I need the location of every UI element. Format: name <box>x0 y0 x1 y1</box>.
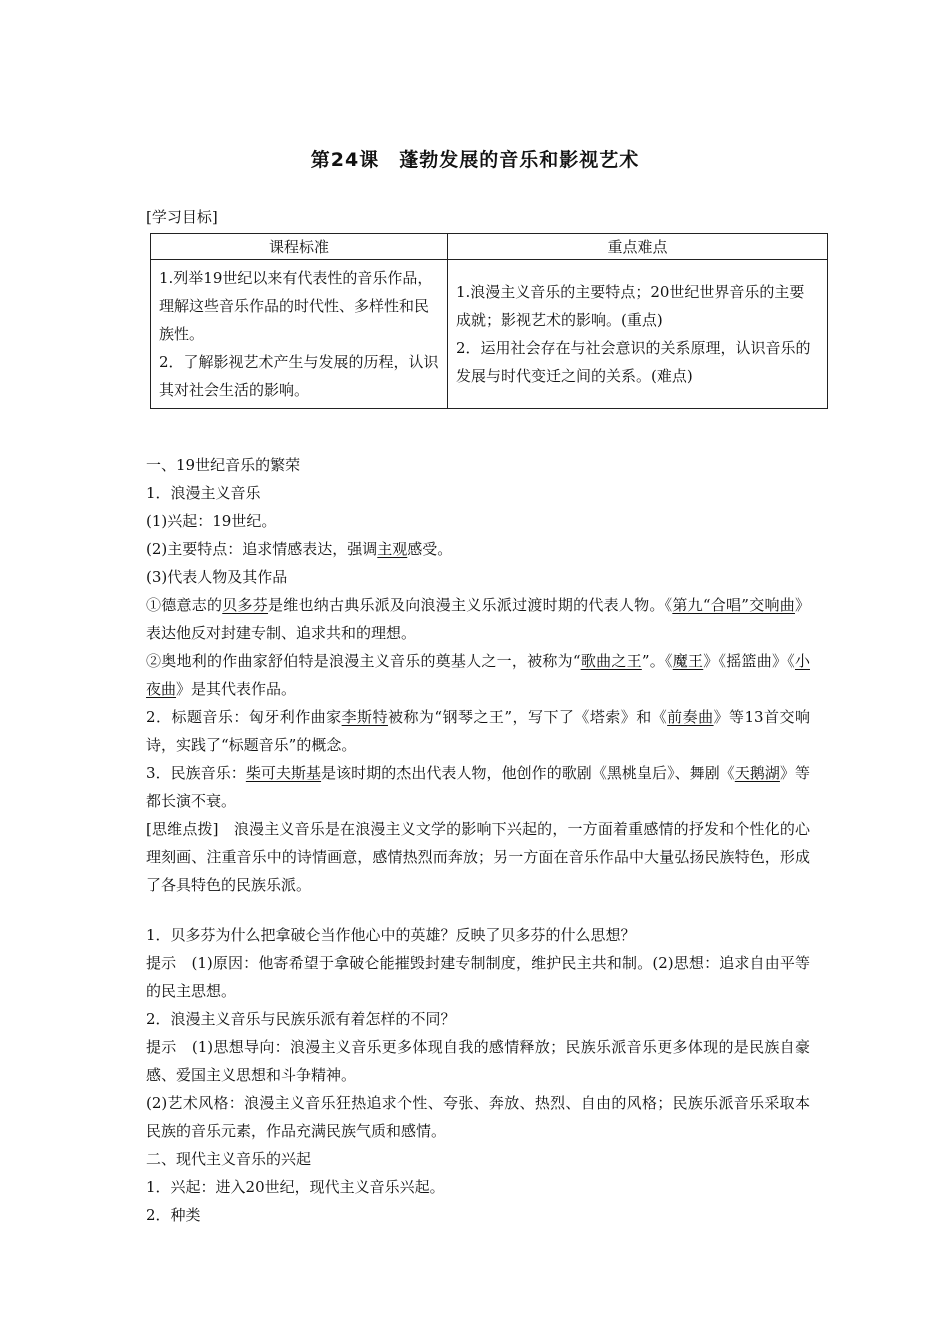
text-run: 3．民族音乐： <box>146 764 246 782</box>
text-run: 》《摇篮曲》《 <box>703 652 795 670</box>
paragraph: (3)代表人物及其作品 <box>146 568 288 586</box>
thinking-tip: [思维点拨] 浪漫主义音乐是在浪漫主义文学的影响下兴起的，一方面着重感情的抒发和个性化的心理刻画、注重音乐中的诗情画意，感情热烈而奔放；另一方面在音乐作品中大量弘扬民族特色，形成了各具特色的民族乐派。 <box>146 820 810 894</box>
table-row <box>151 260 828 409</box>
text-run: 感受。 <box>407 540 453 558</box>
section-1-heading: 一、19世纪音乐的繁荣 <box>146 456 301 474</box>
text-run: 是维也纳古典乐派及向浪漫主义乐派过渡时期的代表人物。《 <box>268 596 673 614</box>
underlined-answer: 魔王 <box>672 652 704 670</box>
body-text <box>146 451 810 1229</box>
text-run: ②奥地利的作曲家舒伯特是浪漫主义音乐的奠基人之一，被称为“ <box>146 652 581 670</box>
underlined-answer: 第九“合唱”交响曲 <box>672 596 795 614</box>
text-run: 》表达他反对封建专制、追求共和的理想。 <box>146 596 810 642</box>
paragraph <box>146 759 810 815</box>
underlined-answer: 李斯特 <box>341 708 388 726</box>
paragraph: 1．兴起：进入20世纪，现代主义音乐兴起。 <box>146 1178 445 1196</box>
text-run: 是该时期的杰出代表人物，他创作的歌剧《黑桃皇后》、舞剧《 <box>321 764 735 782</box>
answer-2-part-1: 提示 (1)思想导向：浪漫主义音乐更多体现自我的感情释放；民族乐派音乐更多体现的是民族自豪感、爱国主义思想和斗争精神。 <box>146 1038 810 1084</box>
question-1: 1．贝多芬为什么把拿破仑当作他心中的英雄？反映了贝多芬的什么思想？ <box>146 926 636 944</box>
underlined-answer: 贝多芬 <box>222 596 269 614</box>
table-header-row <box>151 234 828 260</box>
answer-1: 提示 (1)原因：他寄希望于拿破仑能摧毁封建专制制度，维护民主共和制。(2)思想：追求自由平等的民主思想。 <box>146 954 810 1000</box>
underlined-answer: 歌曲之王 <box>580 652 642 670</box>
text-run: 被称为“钢琴之王”，写下了《塔索》和《 <box>388 708 668 726</box>
underlined-answer: 柴可夫斯基 <box>245 764 322 782</box>
page-title: 第24课 蓬勃发展的音乐和影视艺术 <box>310 149 640 171</box>
paragraph: (1)兴起：19世纪。 <box>146 512 277 530</box>
header-curriculum-standard: 课程标准 <box>151 234 448 260</box>
goals-label: [学习目标] <box>146 208 218 226</box>
standard-item-1: 1.列举19世纪以来有代表性的音乐作品，理解这些音乐作品的时代性、多样性和民族性。 <box>159 269 433 343</box>
standards-cell <box>151 260 448 409</box>
text-run: 》等13首交响诗，实践了“标题音乐”的概念。 <box>146 708 810 754</box>
text-run: 》等都长演不衰。 <box>146 764 810 810</box>
standard-item-2: 2．了解影视艺术产生与发展的历程，认识其对社会生活的影响。 <box>159 353 439 399</box>
key-points-cell <box>448 260 828 409</box>
paragraph <box>146 591 810 647</box>
text-run: ”。《 <box>641 652 673 670</box>
spacer <box>146 899 810 921</box>
section-2-heading: 二、现代主义音乐的兴起 <box>146 1150 312 1168</box>
key-point-item-1: 1.浪漫主义音乐的主要特点；20世纪世界音乐的主要成就；影视艺术的影响。(重点) <box>456 283 805 329</box>
paragraph: 2．种类 <box>146 1206 201 1224</box>
key-point-item-2: 2．运用社会存在与社会意识的关系原理，认识音乐的发展与时代变迁之间的关系。(难点) <box>456 339 811 385</box>
text-run: 》是其代表作品。 <box>176 680 297 698</box>
paragraph <box>146 535 810 563</box>
text-run: ①德意志的 <box>146 596 223 614</box>
underlined-answer: 天鹅湖 <box>734 764 780 782</box>
question-2: 2．浪漫主义音乐与民族乐派有着怎样的不同？ <box>146 1010 456 1028</box>
underlined-answer: 前奏曲 <box>667 708 714 726</box>
paragraph <box>146 647 810 703</box>
text-run: 2．标题音乐：匈牙利作曲家 <box>146 708 342 726</box>
text-run: (2)主要特点：追求情感表达，强调 <box>146 540 378 558</box>
answer-2-part-2: (2)艺术风格：浪漫主义音乐狂热追求个性、夸张、奔放、热烈、自由的风格；民族乐派音乐采取本民族的音乐元素，作品充满民族气质和感情。 <box>146 1094 810 1140</box>
paragraph: 1．浪漫主义音乐 <box>146 484 261 502</box>
goals-table <box>150 233 828 409</box>
header-key-points: 重点难点 <box>448 234 828 260</box>
paragraph <box>146 703 810 759</box>
underlined-answer: 主观 <box>377 540 408 558</box>
underlined-answer: 小夜曲 <box>146 652 810 698</box>
